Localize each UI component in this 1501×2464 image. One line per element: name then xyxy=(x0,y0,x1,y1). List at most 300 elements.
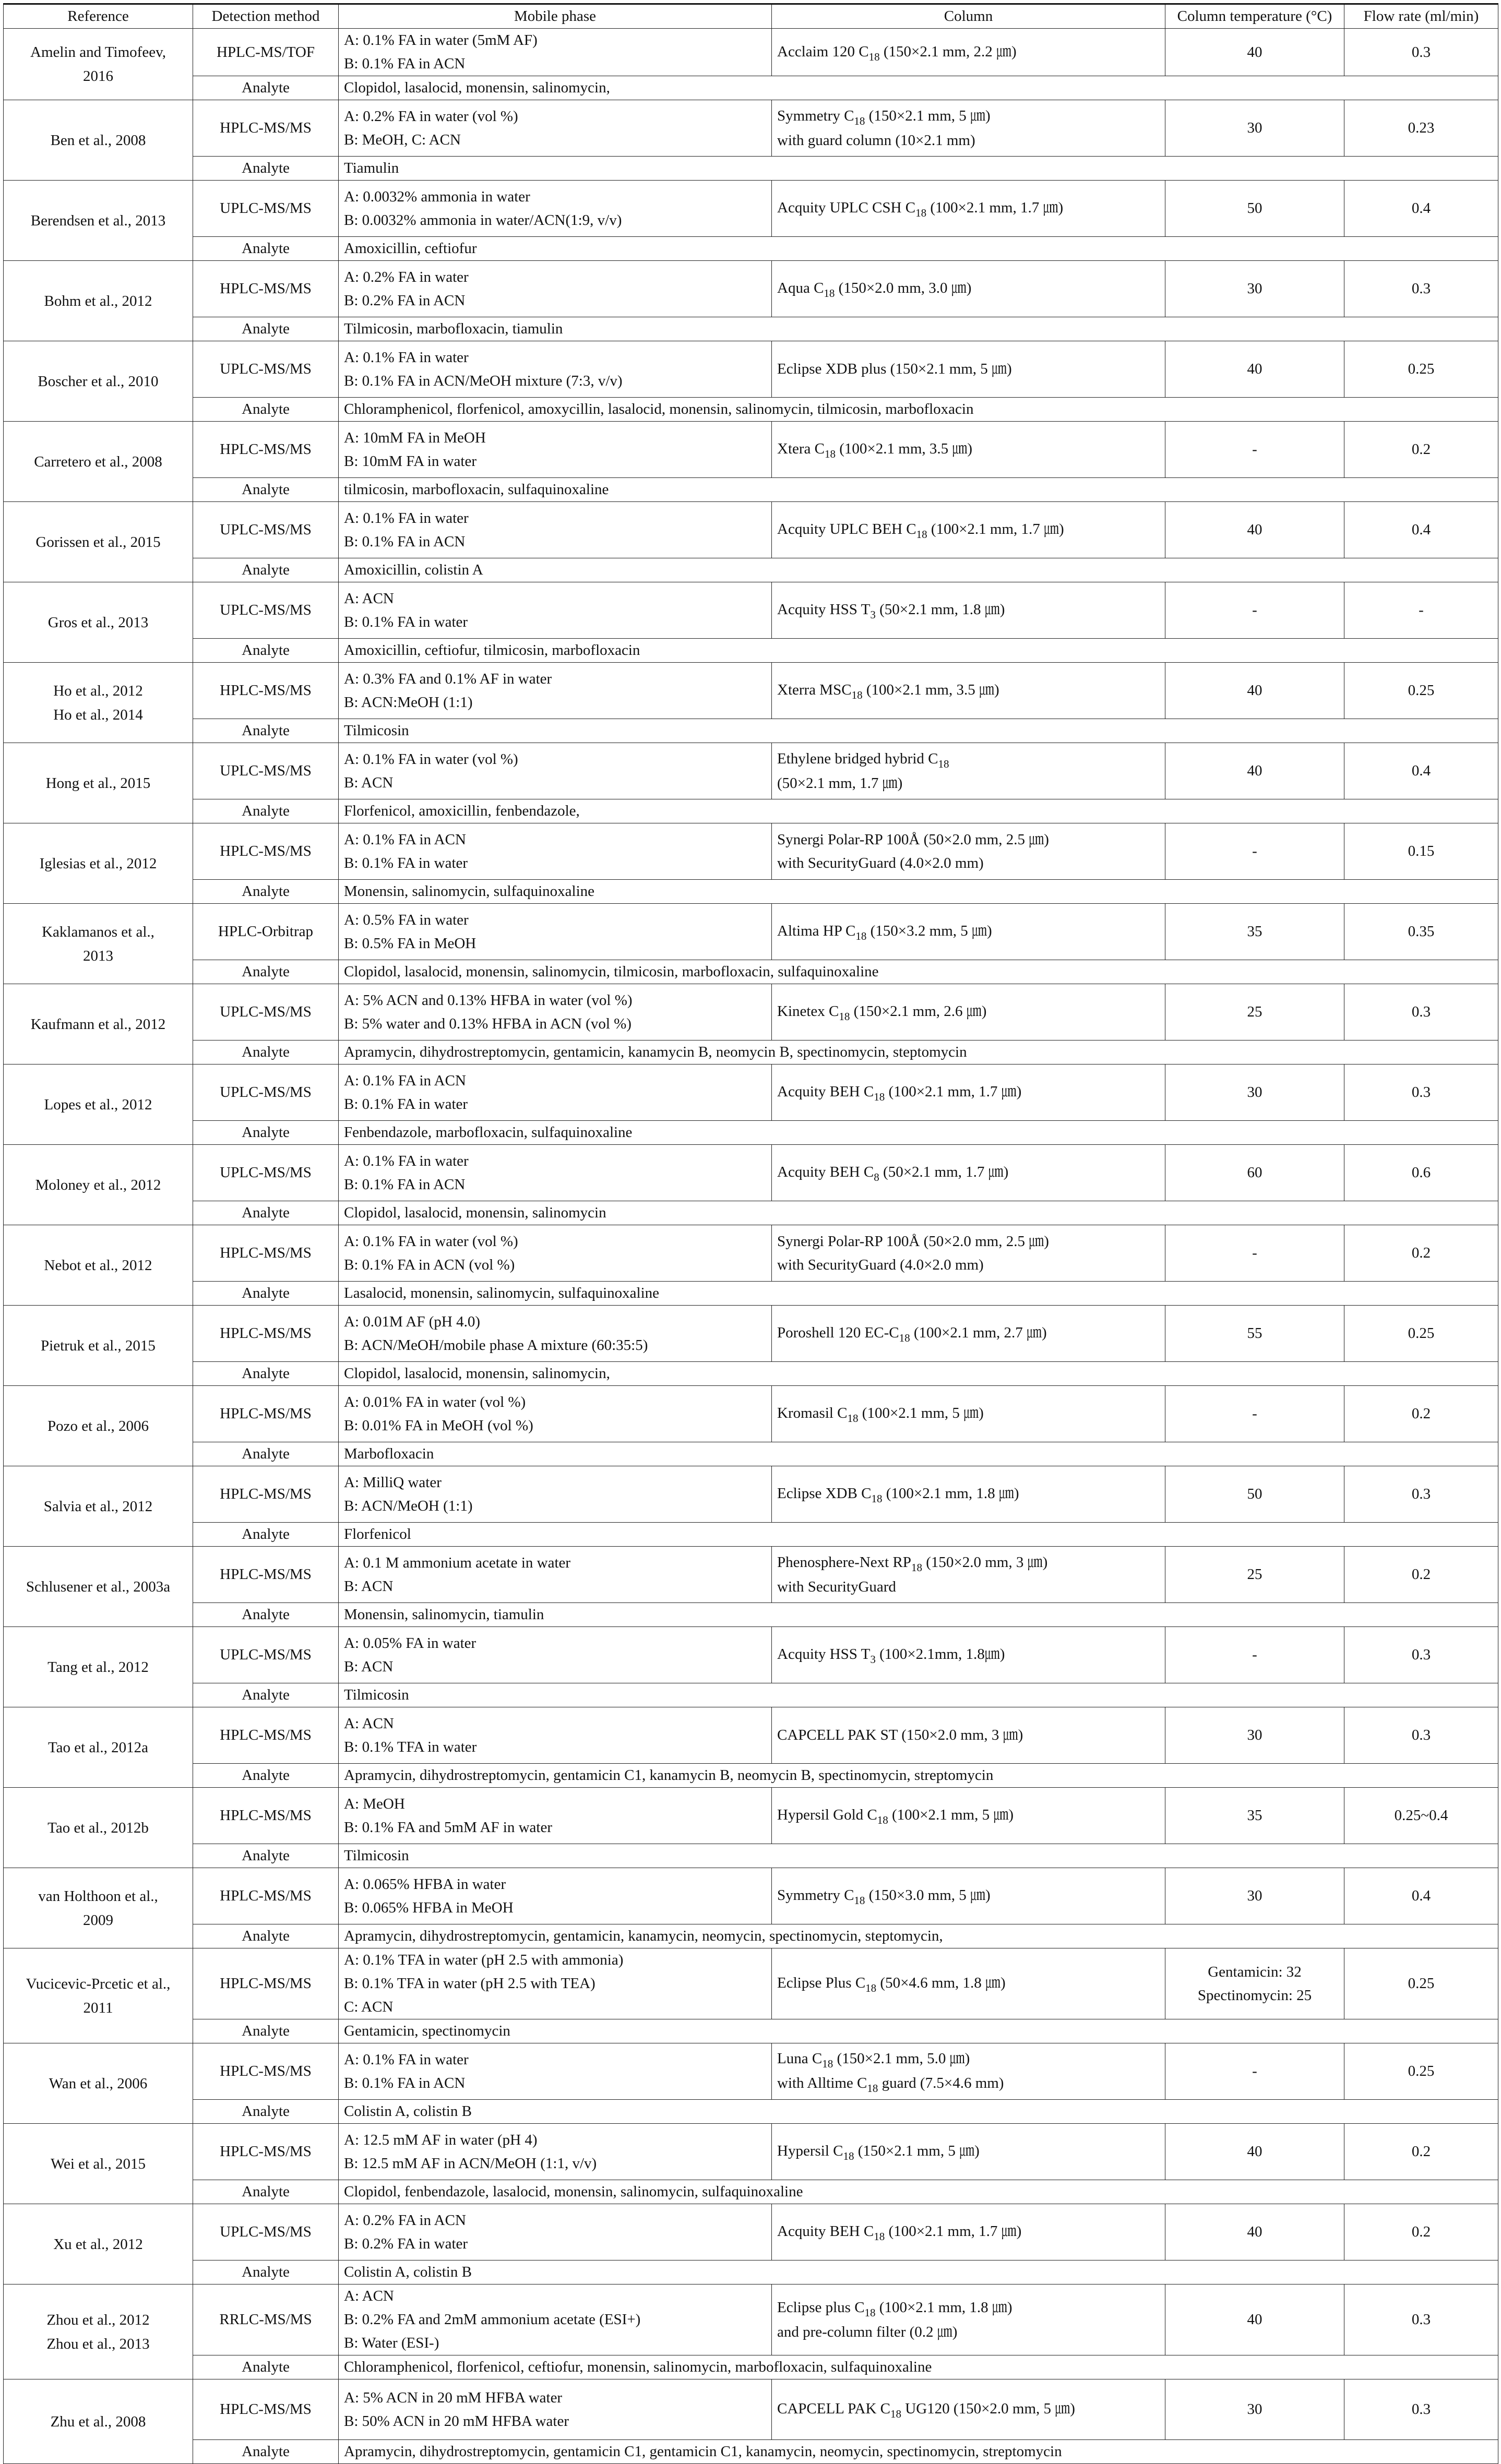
mobile-phase-line: B: 0.01% FA in MeOH (vol %) xyxy=(344,1417,533,1434)
mobile-phase-line: B: 0.5% FA in MeOH xyxy=(344,935,476,952)
temperature-line: 25 xyxy=(1247,1566,1262,1583)
analyte-row xyxy=(4,1282,1498,1306)
table-row xyxy=(4,502,1498,558)
column-line: Hypersil $C_{18}$ (150×2.1 mm, 5 ㎛) xyxy=(777,2143,980,2162)
column-cell xyxy=(772,261,1165,317)
reference-line: Iglesias et al., 2012 xyxy=(39,855,157,872)
table-row xyxy=(4,1627,1498,1683)
analyte-list: Amoxicillin, colistin A xyxy=(339,558,1498,582)
mobile-phase-line: B: 0.2% FA in water xyxy=(344,2235,468,2252)
temperature-line: 30 xyxy=(1247,2401,1262,2418)
mobile-phase-line: A: 0.2% FA in water (vol %) xyxy=(344,107,518,125)
mobile-phase-line: B: 0.065% HFBA in MeOH xyxy=(344,1899,514,1916)
column-cell xyxy=(772,2043,1165,2100)
temperature-line: 40 xyxy=(1247,2143,1262,2160)
mobile-phase-cell xyxy=(339,1948,772,2019)
analyte-row xyxy=(4,880,1498,904)
mobile-phase-line: B: 12.5 mM AF in ACN/MeOH (1:1, v/v) xyxy=(344,2155,597,2172)
reference-cell xyxy=(4,663,193,743)
analyte-list: Tilmicosin, marbofloxacin, tiamulin xyxy=(339,317,1498,341)
reference-line: Ho et al., 2012 xyxy=(53,682,143,699)
analyte-list: tilmicosin, marbofloxacin, sulfaquinoxaline xyxy=(339,478,1498,502)
reference-line: Xu et al., 2012 xyxy=(53,2235,143,2253)
analyte-list: Clopidol, fenbendazole, lasalocid, monensin, salinomycin, sulfaquinoxaline xyxy=(339,2180,1498,2204)
column-line: Symmetry $C_{18}$ (150×2.1 mm, 5 ㎛) xyxy=(777,107,991,127)
table-row xyxy=(4,1948,1498,2019)
analyte-list: Amoxicillin, ceftiofur, tilmicosin, marbofloxacin xyxy=(339,639,1498,663)
temperature-line: 30 xyxy=(1247,1887,1262,1904)
flow-rate-cell: 0.6 xyxy=(1344,1145,1498,1201)
mobile-phase-line: A: MeOH xyxy=(344,1795,405,1812)
analyte-list: Lasalocid, monensin, salinomycin, sulfaquinoxaline xyxy=(339,1282,1498,1306)
flow-rate-cell: 0.4 xyxy=(1344,1868,1498,1924)
analyte-list: Colistin A, colistin B xyxy=(339,2100,1498,2124)
analyte-list: Chloramphenicol, florfenicol, amoxycillin, lasalocid, monensin, salinomycin, tilmicosin, marbofloxacin xyxy=(339,398,1498,422)
detection-method-cell: UPLC-MS/MS xyxy=(193,2204,339,2260)
column-temperature-cell xyxy=(1165,663,1344,719)
column-line: Kinetex $C_{18}$ (150×2.1 mm, 2.6 ㎛) xyxy=(777,1003,987,1023)
flow-rate-cell: 0.25~0.4 xyxy=(1344,1788,1498,1844)
temperature-line: 50 xyxy=(1247,200,1262,217)
table-row xyxy=(4,181,1498,237)
column-line: with SecurityGuard (4.0×2.0 mm) xyxy=(777,1256,984,1273)
analyte-label: Analyte xyxy=(193,1040,339,1064)
reference-line: Schlusener et al., 2003a xyxy=(26,1578,171,1595)
analyte-label: Analyte xyxy=(193,639,339,663)
analyte-row xyxy=(4,1924,1498,1948)
mobile-phase-line: B: 5% water and 0.13% HFBA in ACN (vol %) xyxy=(344,1015,632,1032)
reference-line: Vucicevic-Prcetic et al., xyxy=(26,1975,171,1992)
analyte-list: Apramycin, dihydrostreptomycin, gentamicin C1, kanamycin B, neomycin B, spectinomycin, streptomycin xyxy=(339,1764,1498,1788)
temperature-line: 25 xyxy=(1247,1003,1262,1020)
reference-cell xyxy=(4,181,193,261)
mobile-phase-cell xyxy=(339,341,772,398)
detection-method-cell: UPLC-MS/MS xyxy=(193,582,339,639)
mobile-phase-cell xyxy=(339,1707,772,1764)
mobile-phase-line: B: 0.1% FA in ACN xyxy=(344,55,466,72)
detection-method-cell: HPLC-Orbitrap xyxy=(193,904,339,960)
mobile-phase-line: B: 0.1% FA in ACN/MeOH mixture (7:3, v/v) xyxy=(344,372,623,389)
mobile-phase-cell xyxy=(339,1627,772,1683)
mobile-phase-line: A: 0.3% FA and 0.1% AF in water xyxy=(344,670,552,687)
reference-line: Wan et al., 2006 xyxy=(49,2075,148,2092)
table-row xyxy=(4,1707,1498,1764)
table-row xyxy=(4,823,1498,880)
mobile-phase-line: B: 0.1% FA in ACN (vol %) xyxy=(344,1256,515,1273)
table-row xyxy=(4,984,1498,1040)
reference-line: 2011 xyxy=(83,1999,113,2016)
reference-cell xyxy=(4,29,193,100)
mobile-phase-line: B: 50% ACN in 20 mM HFBA water xyxy=(344,2412,569,2430)
column-temperature-cell xyxy=(1165,984,1344,1040)
analyte-label: Analyte xyxy=(193,960,339,984)
detection-method-cell: HPLC-MS/MS xyxy=(193,1948,339,2019)
analyte-label: Analyte xyxy=(193,478,339,502)
detection-method-cell: HPLC-MS/MS xyxy=(193,1868,339,1924)
analyte-row xyxy=(4,157,1498,181)
column-line: Hypersil Gold $C_{18}$ (100×2.1 mm, 5 ㎛) xyxy=(777,1807,1014,1826)
detection-method-cell: HPLC-MS/MS xyxy=(193,2043,339,2100)
analyte-label: Analyte xyxy=(193,1121,339,1145)
mobile-phase-cell xyxy=(339,2284,772,2355)
mobile-phase-cell xyxy=(339,663,772,719)
reference-cell xyxy=(4,1145,193,1225)
flow-rate-cell: 0.3 xyxy=(1344,984,1498,1040)
analyte-label: Analyte xyxy=(193,2019,339,2043)
column-cell xyxy=(772,663,1165,719)
temperature-line: 50 xyxy=(1247,1486,1262,1502)
temperature-line: - xyxy=(1252,441,1257,458)
column-cell xyxy=(772,2284,1165,2355)
reference-line: 2013 xyxy=(83,947,113,964)
column-cell xyxy=(772,2204,1165,2260)
detection-method-cell: HPLC-MS/MS xyxy=(193,823,339,880)
column-cell xyxy=(772,1466,1165,1523)
analyte-list: Clopidol, lasalocid, monensin, salinomycin xyxy=(339,1201,1498,1225)
analyte-label: Analyte xyxy=(193,2355,339,2379)
reference-cell xyxy=(4,341,193,422)
mobile-phase-line: B: 0.2% FA and 2mM ammonium acetate (ESI+) xyxy=(344,2311,641,2328)
mobile-phase-line: B: MeOH, C: ACN xyxy=(344,131,461,148)
reference-line: Zhu et al., 2008 xyxy=(50,2413,146,2430)
column-cell xyxy=(772,1627,1165,1683)
column-line: Altima HP $C_{18}$ (150×3.2 mm, 5 ㎛) xyxy=(777,923,992,942)
analyte-label: Analyte xyxy=(193,157,339,181)
mobile-phase-cell xyxy=(339,823,772,880)
analyte-label: Analyte xyxy=(193,880,339,904)
mobile-phase-line: A: 10mM FA in MeOH xyxy=(344,429,486,446)
mobile-phase-cell xyxy=(339,100,772,157)
mobile-phase-line: A: 0.1% TFA in water (pH 2.5 with ammonia) xyxy=(344,1952,624,1968)
mobile-phase-cell xyxy=(339,1788,772,1844)
flow-rate-cell: 0.25 xyxy=(1344,2043,1498,2100)
mobile-phase-line: A: 0.2% FA in ACN xyxy=(344,2211,466,2229)
detection-method-cell: HPLC-MS/MS xyxy=(193,1306,339,1362)
analyte-label: Analyte xyxy=(193,1683,339,1707)
reference-cell xyxy=(4,1547,193,1627)
column-cell xyxy=(772,984,1165,1040)
mobile-phase-cell xyxy=(339,181,772,237)
temperature-line: - xyxy=(1252,1245,1257,1261)
table-row xyxy=(4,2379,1498,2440)
temperature-line: - xyxy=(1252,1646,1257,1663)
column-cell xyxy=(772,2379,1165,2440)
temperature-line: 35 xyxy=(1247,1807,1262,1824)
temperature-line: 60 xyxy=(1247,1164,1262,1181)
mobile-phase-line: A: 0.1% FA in water (vol %) xyxy=(344,1233,518,1250)
reference-line: Gorissen et al., 2015 xyxy=(35,533,161,551)
mobile-phase-line: A: 5% ACN in 20 mM HFBA water xyxy=(344,2389,563,2406)
analyte-list: Florfenicol xyxy=(339,1523,1498,1547)
analyte-label: Analyte xyxy=(193,1282,339,1306)
column-line: Acquity BEH $C_{18}$ (100×2.1 mm, 1.7 ㎛) xyxy=(777,2223,1022,2243)
reference-line: Gros et al., 2013 xyxy=(47,614,149,631)
temperature-line: - xyxy=(1252,843,1257,859)
column-line: Acquity UPLC CSH $C_{18}$ (100×2.1 mm, 1.7 ㎛) xyxy=(777,199,1064,219)
column-temperature-cell xyxy=(1165,1627,1344,1683)
flow-rate-cell: 0.3 xyxy=(1344,2379,1498,2440)
column-cell xyxy=(772,1948,1165,2019)
detection-method-cell: RRLC-MS/MS xyxy=(193,2284,339,2355)
mobile-phase-line: B: 0.1% TFA in water xyxy=(344,1738,477,1755)
detection-method-cell: HPLC-MS/MS xyxy=(193,1386,339,1442)
column-temperature-cell xyxy=(1165,1145,1344,1201)
column-cell xyxy=(772,502,1165,558)
table-row xyxy=(4,422,1498,478)
flow-rate-cell: 0.4 xyxy=(1344,502,1498,558)
analyte-list: Apramycin, dihydrostreptomycin, gentamicin, kanamycin, neomycin, spectinomycin, steptomycin, xyxy=(339,1924,1498,1948)
flow-rate-cell: 0.2 xyxy=(1344,1386,1498,1442)
mobile-phase-cell xyxy=(339,1064,772,1121)
temperature-line: 40 xyxy=(1247,361,1262,377)
temperature-line: 40 xyxy=(1247,2223,1262,2240)
column-cell xyxy=(772,29,1165,76)
column-line: CAPCELL PAK $C_{18}$ UG120 (150×2.0 mm, 5 ㎛) xyxy=(777,2400,1075,2420)
table-row xyxy=(4,29,1498,76)
flow-rate-cell: 0.3 xyxy=(1344,1627,1498,1683)
temperature-line: - xyxy=(1252,1405,1257,1422)
reference-line: Tao et al., 2012b xyxy=(47,1819,149,1836)
mobile-phase-line: A: 0.1% FA in ACN xyxy=(344,831,466,848)
reference-cell xyxy=(4,261,193,341)
table-body xyxy=(4,29,1498,2464)
table-row xyxy=(4,582,1498,639)
analyte-row xyxy=(4,237,1498,261)
mobile-phase-line: A: 0.2% FA in water xyxy=(344,268,469,285)
mobile-phase-line: B: 0.0032% ammonia in water/ACN(1:9, v/v) xyxy=(344,211,622,229)
flow-rate-cell: 0.23 xyxy=(1344,100,1498,157)
column-temperature-cell xyxy=(1165,1547,1344,1603)
analyte-row xyxy=(4,558,1498,582)
flow-rate-cell: 0.15 xyxy=(1344,823,1498,880)
analyte-list: Monensin, salinomycin, sulfaquinoxaline xyxy=(339,880,1498,904)
column-cell xyxy=(772,1788,1165,1844)
temperature-line: 30 xyxy=(1247,1727,1262,1743)
detection-method-cell: HPLC-MS/MS xyxy=(193,1225,339,1282)
mobile-phase-line: B: 0.1% FA in ACN xyxy=(344,2074,466,2091)
mobile-phase-cell xyxy=(339,984,772,1040)
mobile-phase-line: B: 0.2% FA in ACN xyxy=(344,292,466,309)
mobile-phase-line: B: ACN xyxy=(344,774,394,791)
column-line: Acquity BEH $C_8$ (50×2.1 mm, 1.7 ㎛) xyxy=(777,1164,1009,1183)
temperature-line: 30 xyxy=(1247,119,1262,136)
column-cell xyxy=(772,100,1165,157)
table-row xyxy=(4,1788,1498,1844)
reference-line: Salvia et al., 2012 xyxy=(43,1498,153,1515)
mobile-phase-line: A: 0.1% FA in water (5mM AF) xyxy=(344,32,538,49)
table-row xyxy=(4,743,1498,799)
column-line: with SecurityGuard (4.0×2.0 mm) xyxy=(777,854,984,871)
reference-cell xyxy=(4,2284,193,2379)
detection-method-cell: UPLC-MS/MS xyxy=(193,181,339,237)
analyte-row xyxy=(4,1764,1498,1788)
column-cell xyxy=(772,1145,1165,1201)
column-line: Acquity UPLC BEH $C_{18}$ (100×2.1 mm, 1.7 ㎛) xyxy=(777,521,1064,541)
column-line: Xtera $C_{18}$ (100×2.1 mm, 3.5 ㎛) xyxy=(777,440,973,460)
mobile-phase-cell xyxy=(339,29,772,76)
column-line: Symmetry $C_{18}$ (150×3.0 mm, 5 ㎛) xyxy=(777,1887,991,1907)
analyte-list: Gentamicin, spectinomycin xyxy=(339,2019,1498,2043)
reference-line: Wei et al., 2015 xyxy=(50,2155,146,2172)
reference-line: Berendsen et al., 2013 xyxy=(30,212,166,229)
temperature-line: 30 xyxy=(1247,1084,1262,1101)
detection-method-cell: HPLC-MS/MS xyxy=(193,100,339,157)
reference-line: Ben et al., 2008 xyxy=(50,131,146,149)
column-line: and pre-column filter (0.2 ㎛) xyxy=(777,2323,958,2340)
temperature-line: 40 xyxy=(1247,762,1262,779)
mobile-phase-line: A: 0.1% FA in water xyxy=(344,1152,469,1169)
analyte-list: Chloramphenicol, florfenicol, ceftiofur, monensin, salinomycin, marbofloxacin, sulfaquinoxaline xyxy=(339,2355,1498,2379)
column-temperature-cell xyxy=(1165,904,1344,960)
reference-line: Pietruk et al., 2015 xyxy=(41,1337,156,1354)
detection-method-cell: UPLC-MS/MS xyxy=(193,984,339,1040)
mobile-phase-cell xyxy=(339,1466,772,1523)
flow-rate-cell: 0.3 xyxy=(1344,29,1498,76)
mobile-phase-line: B: 0.1% FA in ACN xyxy=(344,533,466,550)
flow-rate-cell: 0.25 xyxy=(1344,1948,1498,2019)
table-row xyxy=(4,1386,1498,1442)
table-row xyxy=(4,1064,1498,1121)
table-row xyxy=(4,1225,1498,1282)
analyte-label: Analyte xyxy=(193,237,339,261)
mobile-phase-cell xyxy=(339,1547,772,1603)
analyte-row xyxy=(4,1523,1498,1547)
reference-cell xyxy=(4,743,193,823)
reference-cell xyxy=(4,2379,193,2464)
column-cell xyxy=(772,1707,1165,1764)
mobile-phase-cell xyxy=(339,1225,772,1282)
reference-line: Lopes et al., 2012 xyxy=(44,1096,152,1113)
mobile-phase-cell xyxy=(339,2379,772,2440)
mobile-phase-line: A: 5% ACN and 0.13% HFBA in water (vol %) xyxy=(344,991,633,1009)
column-cell xyxy=(772,1547,1165,1603)
detection-method-cell: HPLC-MS/MS xyxy=(193,422,339,478)
detection-method-cell: HPLC-MS/MS xyxy=(193,663,339,719)
analyte-row xyxy=(4,76,1498,100)
table-row xyxy=(4,100,1498,157)
mobile-phase-cell xyxy=(339,743,772,799)
mobile-phase-line: B: 0.1% FA in water xyxy=(344,613,468,630)
reference-line: 2009 xyxy=(83,1911,113,1929)
mobile-phase-line: A: 0.05% FA in water xyxy=(344,1634,476,1652)
methods-table xyxy=(3,3,1498,2464)
mobile-phase-line: A: ACN xyxy=(344,590,394,607)
mobile-phase-line: B: ACN xyxy=(344,1577,394,1595)
analyte-label: Analyte xyxy=(193,719,339,743)
table-row xyxy=(4,2043,1498,2100)
table-row xyxy=(4,341,1498,398)
header-column-temperature: Column temperature (°C) xyxy=(1165,4,1344,29)
analyte-label: Analyte xyxy=(193,799,339,823)
header-mobile-phase: Mobile phase xyxy=(339,4,772,29)
column-line: CAPCELL PAK ST (150×2.0 mm, 3 ㎛) xyxy=(777,1727,1023,1743)
flow-rate-cell: 0.3 xyxy=(1344,261,1498,317)
column-line: Poroshell 120 $EC-C_{18}$ (100×2.1 mm, 2.7 ㎛) xyxy=(777,1324,1047,1344)
reference-line: Amelin and Timofeev, xyxy=(30,44,166,61)
table-row xyxy=(4,261,1498,317)
reference-line: Tao et al., 2012a xyxy=(47,1739,149,1756)
analyte-list: Monensin, salinomycin, tiamulin xyxy=(339,1603,1498,1627)
reference-line: Nebot et al., 2012 xyxy=(44,1257,152,1274)
analyte-row xyxy=(4,1603,1498,1627)
column-line: Synergi Polar-RP 100Å (50×2.0 mm, 2.5 ㎛) xyxy=(777,1233,1049,1250)
flow-rate-cell: 0.3 xyxy=(1344,1466,1498,1523)
column-line: Luna $C_{18}$ (150×2.1 mm, 5.0 ㎛) xyxy=(777,2050,970,2070)
mobile-phase-line: A: 0.01% FA in water (vol %) xyxy=(344,1393,526,1410)
analyte-row xyxy=(4,398,1498,422)
analyte-label: Analyte xyxy=(193,1523,339,1547)
column-cell xyxy=(772,743,1165,799)
reference-cell xyxy=(4,823,193,904)
flow-rate-cell: 0.2 xyxy=(1344,422,1498,478)
column-temperature-cell xyxy=(1165,422,1344,478)
analyte-list: Tilmicosin xyxy=(339,1683,1498,1707)
column-line: Synergi Polar-RP 100Å (50×2.0 mm, 2.5 ㎛) xyxy=(777,831,1049,848)
analyte-row xyxy=(4,1442,1498,1466)
flow-rate-cell: 0.2 xyxy=(1344,2124,1498,2180)
detection-method-cell: UPLC-MS/MS xyxy=(193,743,339,799)
temperature-line: Gentamicin: 32 xyxy=(1208,1963,1302,1980)
analyte-row xyxy=(4,1201,1498,1225)
temperature-line: - xyxy=(1252,602,1257,618)
analyte-label: Analyte xyxy=(193,558,339,582)
reference-line: Bohm et al., 2012 xyxy=(44,292,152,309)
mobile-phase-cell xyxy=(339,422,772,478)
reference-line: Zhou et al., 2013 xyxy=(46,2335,150,2352)
mobile-phase-line: A: 0.5% FA in water xyxy=(344,911,469,928)
analyte-label: Analyte xyxy=(193,1362,339,1386)
reference-line: Ho et al., 2014 xyxy=(53,706,143,723)
detection-method-cell: UPLC-MS/MS xyxy=(193,502,339,558)
reference-cell xyxy=(4,1064,193,1145)
reference-line: Hong et al., 2015 xyxy=(45,774,151,792)
reference-cell xyxy=(4,1466,193,1547)
flow-rate-cell: 0.3 xyxy=(1344,1064,1498,1121)
table-row xyxy=(4,1868,1498,1924)
flow-rate-cell: 0.2 xyxy=(1344,1225,1498,1282)
flow-rate-cell: - xyxy=(1344,582,1498,639)
analyte-row xyxy=(4,2260,1498,2284)
temperature-line: 40 xyxy=(1247,2311,1262,2328)
column-temperature-cell xyxy=(1165,1386,1344,1442)
reference-cell xyxy=(4,1225,193,1306)
detection-method-cell: HPLC-MS/MS xyxy=(193,1547,339,1603)
flow-rate-cell: 0.4 xyxy=(1344,181,1498,237)
reference-cell xyxy=(4,904,193,984)
mobile-phase-cell xyxy=(339,1868,772,1924)
column-cell xyxy=(772,1225,1165,1282)
analyte-row xyxy=(4,799,1498,823)
temperature-line: Spectinomycin: 25 xyxy=(1197,1987,1312,2004)
detection-method-cell: HPLC-MS/TOF xyxy=(193,29,339,76)
column-temperature-cell xyxy=(1165,1707,1344,1764)
mobile-phase-line: B: ACN/MeOH (1:1) xyxy=(344,1497,473,1514)
analyte-label: Analyte xyxy=(193,1844,339,1868)
column-cell xyxy=(772,904,1165,960)
table-row xyxy=(4,904,1498,960)
reference-line: Carretero et al., 2008 xyxy=(34,453,162,470)
header-detection-method: Detection method xyxy=(193,4,339,29)
reference-cell xyxy=(4,984,193,1064)
column-cell xyxy=(772,582,1165,639)
analyte-label: Analyte xyxy=(193,2440,339,2464)
mobile-phase-line: B: 0.1% FA and 5mM AF in water xyxy=(344,1819,553,1836)
mobile-phase-cell xyxy=(339,261,772,317)
reference-cell xyxy=(4,1948,193,2043)
column-line: Ethylene bridged hybrid $C_{18}$ xyxy=(777,750,949,770)
mobile-phase-line: A: 12.5 mM AF in water (pH 4) xyxy=(344,2131,538,2148)
table-row xyxy=(4,1145,1498,1201)
